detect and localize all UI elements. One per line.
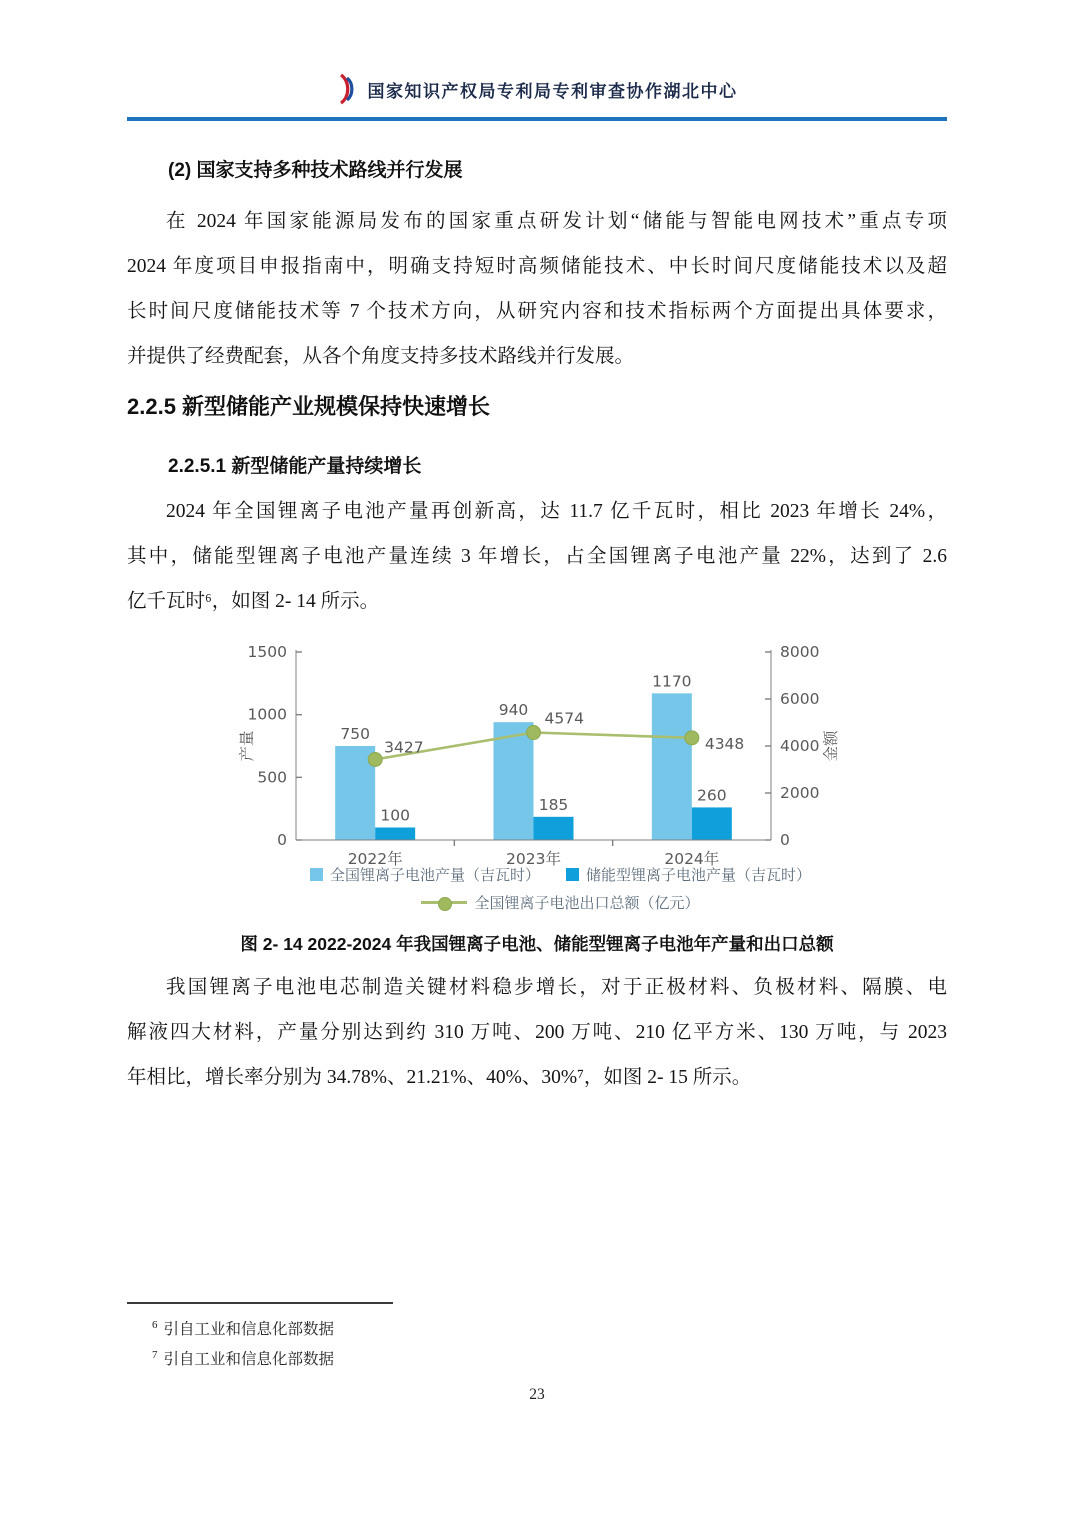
svg-text:8000: 8000: [780, 643, 820, 661]
svg-text:2000: 2000: [780, 784, 820, 802]
document-header: [127, 66, 947, 112]
svg-text:260: 260: [697, 786, 727, 805]
svg-text:2024年: 2024年: [664, 850, 720, 868]
svg-text:1000: 1000: [247, 705, 287, 724]
paragraph-line: 解液四大材料，产量分别达到约 310 万吨、200 万吨、210 亿平方米、130 万吨，与 2023: [127, 1022, 947, 1043]
svg-text:0: 0: [780, 831, 790, 849]
legend-swatch-dark-blue: [566, 868, 579, 881]
cnipa-logo-icon: [337, 73, 356, 105]
figure-caption: 图 2- 14 2022-2024 年我国锂离子电池、储能型锂离子电池年产量和出口总额: [240, 934, 834, 954]
paragraph-policy: [127, 199, 947, 379]
footnote-text: 引自工业和信息化部数据: [163, 1321, 335, 1339]
legend-label: 全国锂离子电池出口总额（亿元）: [474, 893, 700, 912]
paragraph-line: 并提供了经费配套，从各个角度支持多技术路线并行发展。: [127, 346, 635, 367]
header-rule: [127, 117, 947, 121]
svg-text:4348: 4348: [704, 734, 745, 753]
svg-text:2023年: 2023年: [506, 850, 561, 868]
combo-chart-plot: [238, 632, 883, 877]
legend-line-marker-icon: [421, 901, 467, 904]
svg-text:0: 0: [277, 831, 287, 849]
page-number: 23: [529, 1386, 545, 1403]
svg-text:100: 100: [380, 806, 410, 825]
paragraph-materials: [127, 965, 947, 1100]
svg-text:2022年: 2022年: [347, 850, 403, 868]
footnote-item: [152, 1310, 334, 1340]
svg-text:6000: 6000: [780, 690, 820, 708]
section-heading-2-2-5: 2.2.5 新型储能产业规模保持快速增长: [127, 394, 491, 419]
legend-label: 储能型锂离子电池产量（吉瓦时）: [586, 865, 812, 884]
paragraph-line: 长时间尺度储能技术等 7 个技术方向，从研究内容和技术指标两个方面提出具体要求，: [127, 301, 947, 322]
paragraph-line: 年相比，增长率分别为 34.78%、21.21%、40%、30%⁷，如图 2- 15 所示。: [127, 1067, 752, 1088]
paragraph-line: 其中，储能型锂离子电池产量连续 3 年增长，占全国锂离子电池产量 22%，达到了 2.6: [127, 546, 947, 567]
footnote-item: [152, 1340, 334, 1370]
svg-text:1170: 1170: [652, 672, 692, 691]
paragraph-line: 2024 年度项目申报指南中，明确支持短时高频储能技术、中长时间尺度储能技术以及超: [127, 256, 947, 277]
svg-text:4574: 4574: [544, 709, 584, 728]
svg-text:4000: 4000: [780, 737, 820, 755]
paragraph-battery-production: [127, 489, 947, 624]
footnote-list: [152, 1310, 334, 1370]
footnote-text: 引自工业和信息化部数据: [163, 1351, 335, 1369]
legend-item-total-production: [310, 864, 540, 885]
svg-text:3427: 3427: [384, 738, 424, 757]
svg-text:750: 750: [340, 725, 370, 743]
header-title: 国家知识产权局专利局专利审查协作湖北中心: [367, 81, 738, 101]
footnote-separator: [127, 1302, 393, 1304]
legend-row: [238, 860, 883, 888]
paragraph-line: 2024 年全国锂离子电池产量再创新高，达 11.7 亿千瓦时，相比 2023 年增长 24%，: [166, 501, 947, 522]
figure-2-14-chart: [238, 632, 883, 877]
paragraph-line: 我国锂离子电池电芯制造关键材料稳步增长，对于正极材料、负极材料、隔膜、电: [166, 977, 947, 998]
svg-text:产量: 产量: [238, 730, 256, 762]
svg-text:1500: 1500: [247, 643, 287, 661]
heading-technology-routes: (2) 国家支持多种技术路线并行发展: [168, 160, 463, 181]
footnote-marker: 7: [152, 1349, 158, 1361]
svg-text:500: 500: [257, 768, 287, 787]
legend-item-export-value: [421, 892, 699, 913]
legend-item-storage-production: [566, 864, 811, 885]
footnote-marker: 6: [152, 1319, 158, 1331]
svg-text:185: 185: [538, 795, 569, 814]
chart-legend: [238, 860, 883, 916]
svg-text:940: 940: [498, 701, 529, 720]
paragraph-line: 亿千瓦时⁶，如图 2- 14 所示。: [127, 591, 380, 612]
legend-swatch-light-blue: [310, 868, 323, 881]
paragraph-line: 在 2024 年国家能源局发布的国家重点研发计划“储能与智能电网技术”重点专项: [166, 211, 947, 232]
legend-label: 全国锂离子电池产量（吉瓦时）: [329, 865, 540, 884]
legend-row: [238, 888, 883, 916]
svg-text:金额: 金额: [822, 730, 840, 762]
subsection-heading-2-2-5-1: 2.2.5.1 新型储能产量持续增长: [168, 456, 422, 477]
